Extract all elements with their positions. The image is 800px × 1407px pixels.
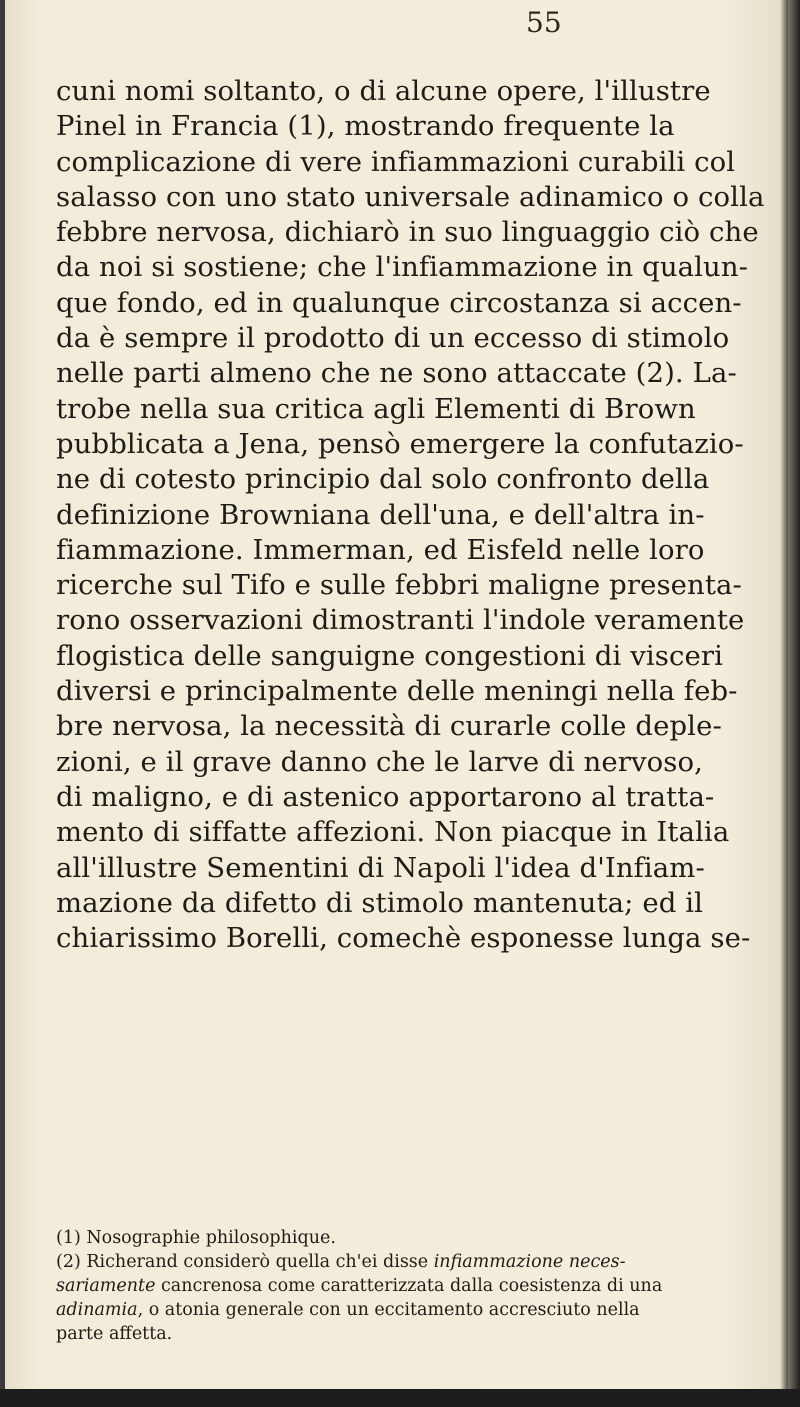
main-text bbox=[56, 74, 786, 956]
footnote-2-line-1 bbox=[56, 1250, 776, 1274]
text-line: bre nervosa, la necessità di curarle colle deple- bbox=[56, 710, 722, 743]
footnote-text: (2) Richerand considerò quella ch'ei disse bbox=[56, 1252, 434, 1272]
text-line: complicazione di vere infiammazioni curabili col bbox=[56, 145, 736, 178]
footnote-1: (1) Nosographie philosophique. bbox=[56, 1228, 336, 1248]
text-line: da è sempre il prodotto di un eccesso di stimolo bbox=[56, 322, 730, 355]
text-line: chiarissimo Borelli, comechè esponesse lunga se- bbox=[56, 922, 751, 955]
text-line: rono osservazioni dimostranti l'indole veramente bbox=[56, 604, 745, 637]
text-line: que fondo, ed in qualunque circostanza si accen- bbox=[56, 286, 742, 319]
footnote-text: , o atonia generale con un eccitamento accresciuto nella bbox=[137, 1300, 640, 1320]
text-line: mento di siffatte affezioni. Non piacque in Italia bbox=[56, 816, 730, 849]
footnote-2-line-3 bbox=[56, 1298, 776, 1322]
text-line: flogistica delle sanguigne congestioni di visceri bbox=[56, 639, 723, 672]
text-line: febbre nervosa, dichiarò in suo linguaggio ciò che bbox=[56, 216, 759, 249]
text-line: zioni, e il grave danno che le larve di nervoso, bbox=[56, 745, 703, 778]
text-line: fiammazione. Immerman, ed Eisfeld nelle loro bbox=[56, 533, 705, 566]
text-line: di maligno, e di astenico apportarono al tratta- bbox=[56, 780, 715, 813]
text-line: ne di cotesto principio dal solo confronto della bbox=[56, 463, 710, 496]
footnote-text: cancrenosa come caratterizzata dalla coesistenza di una bbox=[155, 1276, 663, 1296]
text-line: trobe nella sua critica agli Elementi di Brown bbox=[56, 392, 696, 425]
footnote-2-line-2 bbox=[56, 1274, 776, 1298]
text-line: cuni nomi soltanto, o di alcune opere, l'illustre bbox=[56, 75, 711, 107]
scan-bottom-edge bbox=[0, 1389, 800, 1407]
footnote-italic-text: adinamia bbox=[56, 1300, 138, 1320]
text-line: diversi e principalmente delle meningi nella feb- bbox=[56, 675, 738, 708]
text-line: Pinel in Francia (1), mostrando frequente la bbox=[56, 110, 675, 143]
footnote-italic-text: infiammazione neces- bbox=[433, 1252, 626, 1272]
footnote-italic-text: sariamente bbox=[56, 1276, 156, 1296]
text-line: pubblicata a Jena, pensò emergere la confutazio- bbox=[56, 427, 744, 460]
page-number: 55 bbox=[526, 6, 562, 39]
text-line: salasso con uno stato universale adinamico o colla bbox=[56, 180, 765, 213]
footnotes bbox=[56, 1226, 776, 1346]
scan-right-edge bbox=[788, 0, 800, 1407]
text-line: all'illustre Sementini di Napoli l'idea d'Infiam- bbox=[56, 851, 705, 884]
text-line: mazione da difetto di stimolo mantenuta; ed il bbox=[56, 886, 704, 919]
text-line: definizione Browniana dell'una, e dell'altra in- bbox=[56, 498, 705, 531]
text-line: nelle parti almeno che ne sono attaccate (2). La- bbox=[56, 357, 737, 390]
footnote-2-line-4: parte affetta. bbox=[56, 1324, 173, 1344]
text-line: ricerche sul Tifo e sulle febbri maligne presenta- bbox=[56, 569, 742, 602]
text-line: da noi si sostiene; che l'infiammazione in qualun- bbox=[56, 251, 749, 284]
scan-left-edge bbox=[0, 0, 5, 1407]
